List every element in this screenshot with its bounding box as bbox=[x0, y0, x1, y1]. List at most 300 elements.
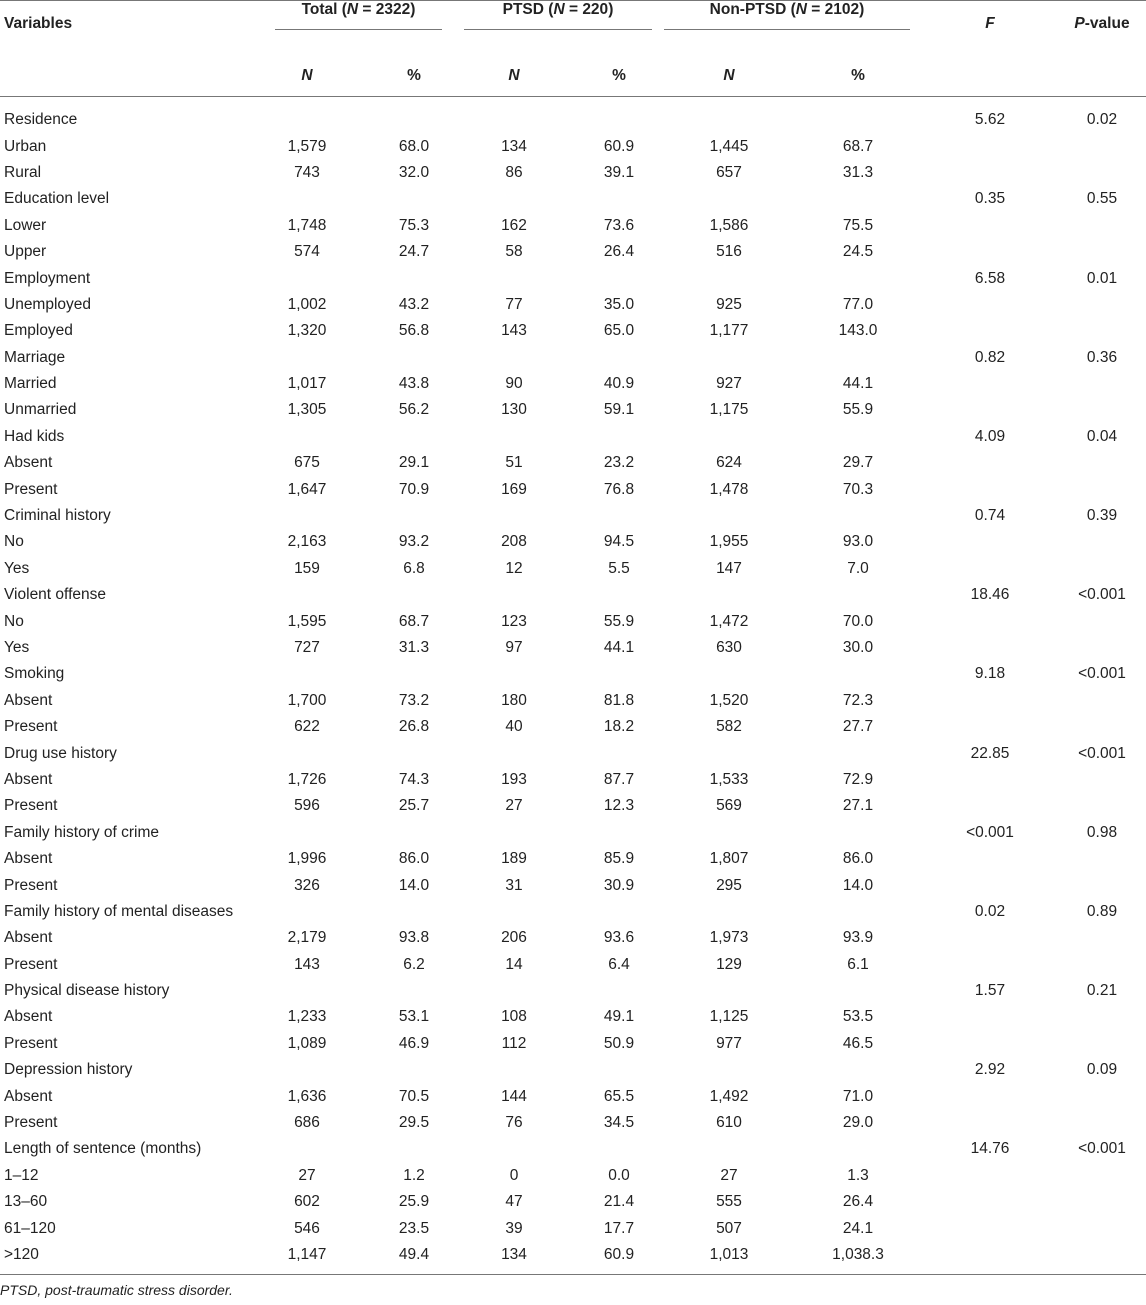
cell-pp: 59.1 bbox=[603, 401, 635, 419]
table-row bbox=[0, 397, 1146, 423]
cell-pn: 76 bbox=[505, 1114, 523, 1132]
cell-p bbox=[1058, 793, 1146, 819]
cell-tn: 1,636 bbox=[287, 1087, 327, 1105]
cell-nn: 1,445 bbox=[709, 137, 749, 155]
cell-pn bbox=[454, 107, 574, 133]
cell-f: 5.62 bbox=[974, 111, 1006, 129]
cell-np bbox=[794, 661, 922, 687]
cell-f bbox=[922, 1110, 1058, 1136]
cell-p bbox=[1058, 608, 1146, 634]
cell-nn: 1,492 bbox=[709, 1087, 749, 1105]
cell-tn: 1,002 bbox=[287, 295, 327, 313]
table-row bbox=[0, 1110, 1146, 1136]
cell-nn bbox=[664, 186, 794, 212]
row-label: Violent offense bbox=[4, 586, 106, 604]
cell-nn: 507 bbox=[716, 1219, 742, 1237]
header-ptsd-n-letter: N bbox=[553, 1, 565, 18]
cell-tp: 93.8 bbox=[398, 929, 430, 947]
cell-tp: 26.8 bbox=[398, 718, 430, 736]
cell-tp bbox=[374, 503, 454, 529]
table-row bbox=[0, 767, 1146, 793]
cell-f bbox=[922, 952, 1058, 978]
cell-f: 6.58 bbox=[974, 269, 1006, 287]
cell-pn bbox=[454, 1057, 574, 1083]
row-label: Unmarried bbox=[4, 401, 77, 419]
row-label: Absent bbox=[4, 1087, 53, 1105]
cell-np: 14.0 bbox=[842, 876, 874, 894]
cell-p bbox=[1058, 1242, 1146, 1268]
cell-pp: 85.9 bbox=[603, 850, 635, 868]
table-row bbox=[0, 1163, 1146, 1189]
cell-f: 14.76 bbox=[970, 1140, 1010, 1158]
cell-p bbox=[1058, 476, 1146, 502]
header-total-n-letter: N bbox=[346, 1, 359, 18]
table-row bbox=[0, 265, 1146, 291]
cell-nn: 1,125 bbox=[709, 1008, 749, 1026]
header-total-n-value: 2322 bbox=[375, 1, 411, 18]
cell-np: 24.5 bbox=[842, 243, 874, 261]
table-row bbox=[0, 1083, 1146, 1109]
cell-nn: 977 bbox=[716, 1034, 742, 1052]
cell-nn bbox=[664, 978, 794, 1004]
cell-nn: 295 bbox=[716, 876, 742, 894]
cell-pn: 112 bbox=[501, 1034, 527, 1052]
cell-tn: 622 bbox=[294, 718, 320, 736]
cell-np: 93.0 bbox=[842, 533, 874, 551]
cell-p bbox=[1058, 635, 1146, 661]
table-row bbox=[0, 133, 1146, 159]
cell-tp: 31.3 bbox=[398, 639, 430, 656]
cell-tp: 43.8 bbox=[398, 375, 430, 393]
header-nonptsd-pct: % bbox=[851, 66, 865, 84]
table-row bbox=[0, 952, 1146, 978]
table-row bbox=[0, 213, 1146, 239]
header-nonptsd-n: N bbox=[723, 66, 735, 84]
header-nonptsd-eq: = bbox=[806, 1, 825, 18]
cell-tp: 14.0 bbox=[398, 876, 430, 894]
cell-p bbox=[1058, 767, 1146, 793]
cell-pn bbox=[454, 582, 574, 608]
cell-p: 0.89 bbox=[1086, 902, 1118, 920]
cell-p bbox=[1058, 556, 1146, 582]
cell-f bbox=[922, 1189, 1058, 1215]
table-row bbox=[0, 1189, 1146, 1215]
table-row bbox=[0, 1242, 1146, 1268]
cell-tn: 2,179 bbox=[287, 929, 327, 947]
table-row bbox=[0, 345, 1146, 371]
cell-pp: 87.7 bbox=[603, 770, 635, 788]
cell-p: <0.001 bbox=[1078, 744, 1126, 762]
cell-nn: 1,533 bbox=[709, 770, 749, 788]
cell-pn: 27 bbox=[505, 797, 523, 815]
header-total-pct: % bbox=[407, 66, 421, 84]
cell-pp: 23.2 bbox=[603, 454, 635, 472]
cell-p bbox=[1058, 529, 1146, 555]
cell-np: 29.7 bbox=[842, 454, 874, 472]
row-label: Present bbox=[4, 1034, 58, 1052]
cell-nn bbox=[664, 820, 794, 846]
cell-np: 86.0 bbox=[842, 850, 874, 868]
cell-tn bbox=[240, 186, 374, 212]
table-row bbox=[0, 820, 1146, 846]
row-label: Yes bbox=[4, 639, 30, 656]
cell-pp bbox=[574, 345, 664, 371]
table-row bbox=[0, 1004, 1146, 1030]
cell-tn: 159 bbox=[294, 559, 320, 577]
row-label: No bbox=[4, 612, 24, 630]
header-ptsd: PTSD (N = 220) bbox=[454, 1, 664, 55]
cell-p: 0.55 bbox=[1086, 190, 1118, 208]
cell-p bbox=[1058, 318, 1146, 344]
cell-np: 26.4 bbox=[842, 1193, 874, 1211]
cell-tp: 68.0 bbox=[398, 137, 430, 155]
table-row bbox=[0, 872, 1146, 898]
cell-pp: 65.5 bbox=[603, 1087, 635, 1105]
cell-pp bbox=[574, 820, 664, 846]
cell-pp bbox=[574, 1057, 664, 1083]
cell-pp: 6.4 bbox=[608, 955, 630, 973]
cell-p bbox=[1058, 846, 1146, 872]
header-total: Total (N = 2322) bbox=[240, 1, 454, 55]
row-label: Absent bbox=[4, 770, 53, 788]
cell-tp bbox=[374, 899, 454, 925]
cell-np bbox=[794, 978, 922, 1004]
header-p-letter: P bbox=[1074, 15, 1085, 32]
row-label: Residence bbox=[4, 111, 78, 129]
cell-p bbox=[1058, 239, 1146, 265]
cell-pn: 193 bbox=[501, 770, 527, 788]
cell-np: 27.7 bbox=[842, 718, 874, 736]
cell-nn bbox=[664, 345, 794, 371]
cell-nn: 1,177 bbox=[709, 322, 749, 340]
cell-tn bbox=[240, 899, 374, 925]
cell-p bbox=[1058, 1163, 1146, 1189]
cell-tp: 74.3 bbox=[398, 770, 430, 788]
row-label: 61–120 bbox=[4, 1219, 56, 1237]
table-row bbox=[0, 1136, 1146, 1162]
cell-tn: 1,726 bbox=[287, 770, 327, 788]
cell-pp: 40.9 bbox=[603, 375, 635, 393]
header-ptsd-n-value: 220 bbox=[582, 1, 609, 18]
cell-nn: 1,175 bbox=[709, 401, 749, 419]
cell-np: 1.3 bbox=[847, 1166, 869, 1184]
cell-p bbox=[1058, 925, 1146, 951]
cell-f bbox=[922, 1004, 1058, 1030]
cell-nn bbox=[664, 740, 794, 766]
row-label: Smoking bbox=[4, 665, 65, 683]
row-label: Absent bbox=[4, 929, 53, 947]
cell-nn: 569 bbox=[716, 797, 742, 815]
cell-tp: 68.7 bbox=[398, 612, 430, 630]
table-row bbox=[0, 925, 1146, 951]
cell-pp bbox=[574, 424, 664, 450]
cell-p bbox=[1058, 688, 1146, 714]
cell-f bbox=[922, 133, 1058, 159]
cell-tp: 6.8 bbox=[403, 559, 425, 577]
cell-tn: 675 bbox=[294, 454, 320, 472]
row-label: Urban bbox=[4, 137, 47, 155]
cell-np bbox=[794, 345, 922, 371]
cell-p bbox=[1058, 1215, 1146, 1241]
row-label: Absent bbox=[4, 1008, 53, 1026]
cell-np: 70.3 bbox=[842, 480, 874, 498]
cell-pp: 12.3 bbox=[603, 797, 635, 815]
cell-pn: 86 bbox=[505, 163, 523, 181]
cell-f: 0.82 bbox=[974, 348, 1006, 366]
row-label: Present bbox=[4, 718, 58, 736]
cell-p bbox=[1058, 952, 1146, 978]
cell-tn: 1,233 bbox=[287, 1008, 327, 1026]
cell-tp bbox=[374, 978, 454, 1004]
cell-tn bbox=[240, 820, 374, 846]
table-row bbox=[0, 529, 1146, 555]
cell-pn bbox=[454, 265, 574, 291]
table-row bbox=[0, 503, 1146, 529]
table-row bbox=[0, 899, 1146, 925]
table-row bbox=[0, 846, 1146, 872]
cell-pn: 108 bbox=[501, 1008, 527, 1026]
row-label: Physical disease history bbox=[4, 982, 170, 1000]
cell-tp bbox=[374, 265, 454, 291]
row-label: Length of sentence (months) bbox=[4, 1140, 202, 1158]
header-total-eq: = bbox=[358, 1, 376, 18]
cell-pp bbox=[574, 186, 664, 212]
cell-f bbox=[922, 1242, 1058, 1268]
cell-p: 0.09 bbox=[1086, 1061, 1118, 1079]
row-label: Criminal history bbox=[4, 507, 111, 525]
cell-p bbox=[1058, 292, 1146, 318]
cell-tp: 75.3 bbox=[398, 216, 430, 234]
cell-f bbox=[922, 556, 1058, 582]
cell-tp bbox=[374, 820, 454, 846]
cell-tn: 1,320 bbox=[287, 322, 327, 340]
cell-tn bbox=[240, 107, 374, 133]
cell-p bbox=[1058, 1004, 1146, 1030]
footnote: PTSD, post-traumatic stress disorder. bbox=[0, 1282, 233, 1299]
row-label: Depression history bbox=[4, 1061, 133, 1079]
row-label: Had kids bbox=[4, 427, 65, 445]
cell-tp: 29.1 bbox=[398, 454, 430, 472]
cell-p bbox=[1058, 1031, 1146, 1057]
table-row bbox=[0, 107, 1146, 133]
cell-nn: 1,520 bbox=[709, 691, 749, 709]
cell-p: 0.21 bbox=[1086, 982, 1118, 1000]
cell-np: 70.0 bbox=[842, 612, 874, 630]
cell-np bbox=[794, 820, 922, 846]
cell-tn bbox=[240, 424, 374, 450]
row-label: Family history of crime bbox=[4, 823, 160, 841]
row-label: Rural bbox=[4, 163, 42, 181]
cell-tp: 23.5 bbox=[398, 1219, 430, 1237]
header-ptsd-pct: % bbox=[612, 66, 626, 84]
cell-nn: 1,013 bbox=[709, 1245, 749, 1263]
cell-pp bbox=[574, 740, 664, 766]
cell-p: 0.98 bbox=[1086, 823, 1118, 841]
table-row bbox=[0, 450, 1146, 476]
cell-np: 72.3 bbox=[842, 691, 874, 709]
cell-tp bbox=[374, 345, 454, 371]
cell-np: 46.5 bbox=[842, 1034, 874, 1052]
cell-pp bbox=[574, 503, 664, 529]
cell-tn: 686 bbox=[294, 1114, 320, 1132]
cell-p: <0.001 bbox=[1078, 586, 1126, 604]
cell-tp bbox=[374, 107, 454, 133]
cell-tn: 1,748 bbox=[287, 216, 327, 234]
cell-f bbox=[922, 635, 1058, 661]
cell-nn: 1,472 bbox=[709, 612, 749, 630]
cell-pn: 77 bbox=[505, 295, 523, 313]
cell-np: 27.1 bbox=[842, 797, 874, 815]
cell-pp bbox=[574, 899, 664, 925]
cell-f: <0.001 bbox=[966, 823, 1014, 841]
cell-tp: 70.9 bbox=[398, 480, 430, 498]
cell-pn: 31 bbox=[505, 876, 523, 894]
cell-tn bbox=[240, 345, 374, 371]
table-row bbox=[0, 318, 1146, 344]
cell-pp: 0.0 bbox=[608, 1166, 630, 1184]
cell-pn bbox=[454, 978, 574, 1004]
cell-tn: 546 bbox=[294, 1219, 320, 1237]
cell-np bbox=[794, 265, 922, 291]
cell-nn: 624 bbox=[716, 454, 742, 472]
cell-np bbox=[794, 740, 922, 766]
table-row bbox=[0, 292, 1146, 318]
cell-f: 4.09 bbox=[974, 427, 1006, 445]
cell-pn: 169 bbox=[501, 480, 527, 498]
cell-tp bbox=[374, 1057, 454, 1083]
cell-tp: 6.2 bbox=[403, 955, 425, 973]
row-label: Yes bbox=[4, 559, 30, 577]
header-nonptsd: Non-PTSD (N = 2102) bbox=[664, 1, 922, 55]
cell-p: 0.39 bbox=[1086, 507, 1118, 525]
row-label: >120 bbox=[4, 1245, 39, 1263]
cell-f: 18.46 bbox=[970, 586, 1010, 604]
cell-nn bbox=[664, 503, 794, 529]
cell-tn: 1,017 bbox=[287, 375, 327, 393]
cell-f bbox=[922, 213, 1058, 239]
table-row bbox=[0, 661, 1146, 687]
cell-tn: 1,147 bbox=[287, 1245, 327, 1263]
cell-tn: 743 bbox=[294, 163, 320, 181]
table-row bbox=[0, 635, 1146, 661]
cell-f bbox=[922, 925, 1058, 951]
cell-tn: 1,579 bbox=[287, 137, 327, 155]
cell-nn: 1,478 bbox=[709, 480, 749, 498]
cell-nn bbox=[664, 899, 794, 925]
cell-pn: 39 bbox=[505, 1219, 523, 1237]
cell-pn: 180 bbox=[501, 691, 527, 709]
cell-tp bbox=[374, 740, 454, 766]
cell-pn bbox=[454, 820, 574, 846]
cell-f bbox=[922, 872, 1058, 898]
cell-p bbox=[1058, 1189, 1146, 1215]
row-label: Present bbox=[4, 480, 58, 498]
cell-pp: 94.5 bbox=[603, 533, 635, 551]
header-ptsd-label: PTSD bbox=[502, 1, 544, 18]
cell-nn bbox=[664, 1057, 794, 1083]
row-label: Education level bbox=[4, 190, 110, 208]
cell-pp: 73.6 bbox=[603, 216, 635, 234]
cell-tp: 49.4 bbox=[398, 1245, 430, 1263]
cell-pp: 65.0 bbox=[603, 322, 635, 340]
cell-p bbox=[1058, 160, 1146, 186]
cell-np: 29.0 bbox=[842, 1114, 874, 1132]
cell-tn: 1,089 bbox=[287, 1034, 327, 1052]
cell-f bbox=[922, 846, 1058, 872]
cell-tn: 27 bbox=[298, 1166, 316, 1184]
table-row bbox=[0, 239, 1146, 265]
cell-f bbox=[922, 1163, 1058, 1189]
cell-tp: 25.7 bbox=[398, 797, 430, 815]
cell-tn bbox=[240, 1057, 374, 1083]
cell-nn bbox=[664, 265, 794, 291]
cell-pn bbox=[454, 661, 574, 687]
cell-f bbox=[922, 1083, 1058, 1109]
row-label: Family history of mental diseases bbox=[4, 902, 234, 920]
cell-pn: 130 bbox=[501, 401, 527, 419]
cell-pn: 51 bbox=[505, 454, 523, 472]
cell-tn: 2,163 bbox=[287, 533, 327, 551]
cell-np bbox=[794, 1136, 922, 1162]
cell-pp: 21.4 bbox=[603, 1193, 635, 1211]
cell-f: 0.35 bbox=[974, 190, 1006, 208]
cell-f bbox=[922, 397, 1058, 423]
cell-pp: 26.4 bbox=[603, 243, 635, 261]
cell-nn: 129 bbox=[716, 955, 742, 973]
cell-nn: 925 bbox=[716, 295, 742, 313]
cell-np: 77.0 bbox=[842, 295, 874, 313]
cell-nn: 1,973 bbox=[709, 929, 749, 947]
cell-nn: 582 bbox=[716, 718, 742, 736]
cell-nn: 630 bbox=[716, 639, 742, 656]
cell-tn: 143 bbox=[294, 955, 320, 973]
cell-tp: 86.0 bbox=[398, 850, 430, 868]
cell-np: 71.0 bbox=[842, 1087, 874, 1105]
cell-pp: 50.9 bbox=[603, 1034, 635, 1052]
cell-nn: 1,955 bbox=[709, 533, 749, 551]
cell-nn: 657 bbox=[716, 163, 742, 181]
cell-np: 24.1 bbox=[842, 1219, 874, 1237]
cell-p bbox=[1058, 450, 1146, 476]
header-p-suffix: -value bbox=[1084, 15, 1130, 32]
cell-f bbox=[922, 529, 1058, 555]
cell-pn: 134 bbox=[501, 137, 527, 155]
header-row bbox=[0, 1, 1146, 55]
row-label: Married bbox=[4, 375, 57, 393]
cell-np: 55.9 bbox=[842, 401, 874, 419]
cell-p bbox=[1058, 133, 1146, 159]
cell-nn: 555 bbox=[716, 1193, 742, 1211]
table-row bbox=[0, 978, 1146, 1004]
cell-np bbox=[794, 424, 922, 450]
cell-p bbox=[1058, 714, 1146, 740]
cell-tn: 326 bbox=[294, 876, 320, 894]
cell-np: 68.7 bbox=[842, 137, 874, 155]
cell-np: 44.1 bbox=[842, 375, 874, 393]
cell-tn bbox=[240, 1136, 374, 1162]
cell-tp: 32.0 bbox=[398, 163, 430, 181]
cell-p: 0.04 bbox=[1086, 427, 1118, 445]
cell-p bbox=[1058, 1083, 1146, 1109]
cell-f bbox=[922, 450, 1058, 476]
cell-tn bbox=[240, 582, 374, 608]
cell-tp: 29.5 bbox=[398, 1114, 430, 1132]
row-label: Unemployed bbox=[4, 295, 92, 313]
header-total-label: Total bbox=[301, 1, 338, 18]
cell-pp: 93.6 bbox=[603, 929, 635, 947]
cell-np: 30.0 bbox=[842, 639, 874, 656]
cell-pn: 123 bbox=[501, 612, 527, 630]
